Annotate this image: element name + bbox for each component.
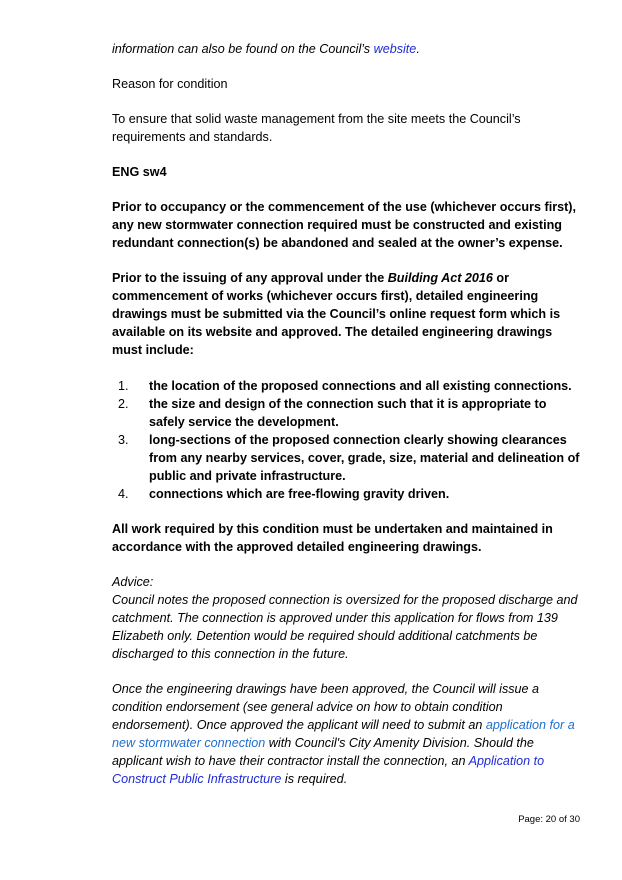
approval-text-after: or commencement of works (whichever occurs first), detailed engineering drawings must be submitted via the Council’s online request form which is available on its website and approved. The detailed engineering drawings must include: (112, 271, 561, 357)
advice-text-2 (112, 680, 582, 788)
document-page (112, 40, 582, 788)
intro-end: . (416, 42, 420, 56)
condition-code: ENG sw4 (112, 165, 167, 179)
work-paragraph: All work required by this condition must be undertaken and maintained in accordance with the approved detailed engineering drawings. (112, 522, 553, 554)
list-text: the location of the proposed connections and all existing connections. (149, 379, 572, 393)
list-text: long-sections of the proposed connection clearly showing clearances from any nearby services, cover, grade, size, material and delineation of public and private infrastructure. (149, 433, 580, 483)
list-item (112, 431, 582, 485)
advice-text-2a: Once the engineering drawings have been approved, the Council will issue a condition endorsement (see general advice on how to obtain condition endorsement). Once approved the applicant will need to submit an (112, 682, 540, 732)
list-item (112, 485, 582, 503)
list-item (112, 395, 582, 431)
advice-heading: Advice: (112, 575, 154, 589)
list-text: the size and design of the connection such that it is appropriate to safely service the development. (149, 397, 547, 429)
list-number: 1. (118, 379, 129, 393)
building-act-title: Building Act 2016 (387, 271, 493, 285)
stormwater-connection-link[interactable]: application for a new stormwater connection (112, 718, 575, 750)
list-item (112, 377, 582, 395)
list-number: 3. (118, 433, 129, 447)
list-text: connections which are free-flowing gravity driven. (149, 487, 450, 501)
approval-text-before: Prior to the issuing of any approval under the (112, 271, 388, 285)
list-number: 2. (118, 397, 129, 411)
reason-text: To ensure that solid waste management from the site meets the Council’s requirements and standards. (112, 112, 521, 144)
page-number: Page: 20 of 30 (518, 814, 580, 825)
list-number: 4. (118, 487, 129, 501)
advice-text-1: Council notes the proposed connection is oversized for the proposed discharge and catchment. The connection is approved under this application for flows from 139 Elizabeth only. Detention would be required should additional catchments be discharged to this connection in the future. (112, 593, 578, 661)
reason-heading: Reason for condition (112, 77, 228, 91)
occupancy-paragraph: Prior to occupancy or the commencement of the use (whichever occurs first), any new stormwater connection required must be constructed and existing redundant connection(s) be abandoned and sealed at the owner’s expense. (112, 200, 576, 250)
approval-paragraph (112, 269, 582, 359)
drawing-requirements-list (112, 377, 582, 503)
intro-text: information can also be found on the Council’s (112, 42, 374, 56)
construct-infrastructure-link[interactable]: Application to Construct Public Infrastructure (112, 754, 545, 786)
website-link[interactable]: website (373, 42, 417, 56)
advice-text-2b: with Council's City Amenity Division. Should the applicant wish to have their contractor install the connection, an (112, 736, 534, 768)
advice-text-2c: is required. (281, 772, 348, 786)
intro-paragraph (112, 40, 582, 58)
